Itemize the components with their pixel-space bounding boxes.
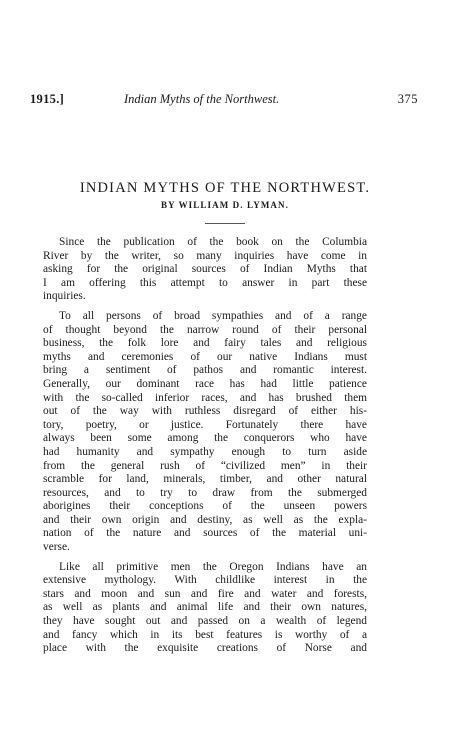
text-line: they have sought out and passed on a wealth of legend (43, 615, 367, 628)
text-line: bring a sentiment of pathos and romantic interest. (43, 364, 367, 377)
text-line: River by the writer, so many inquiries have come in (43, 249, 367, 262)
text-line: scramble for land, minerals, timber, and other natural (43, 473, 367, 486)
text-line: Like all primitive men the Oregon Indians have an (59, 560, 367, 573)
text-line: Since the publication of the book on the Columbia (59, 236, 367, 248)
text-line: from the general rush of “civilized men” in their (43, 459, 367, 472)
article-title: INDIAN MYTHS OF THE NORTHWEST. (79, 180, 371, 196)
text-line: Generally, our dominant race has had little patience (43, 377, 367, 390)
header-running-title: Indian Myths of the Northwest. (124, 92, 280, 106)
text-line: inquiries. (43, 290, 86, 303)
article-body (43, 236, 367, 662)
text-line: myths and ceremonies of our native Indians must (43, 350, 367, 363)
text-line: out of the way with ruthless disregard of either his- (43, 405, 367, 418)
paragraph (43, 236, 367, 304)
text-line: place with the exquisite creations of Norse and (43, 642, 367, 655)
text-line: extensive mythology. With childlike interest in the (43, 574, 367, 587)
paragraph (43, 310, 367, 555)
text-line: and their own origin and destiny, as well as the expla- (43, 513, 367, 526)
page-number: 375 (397, 92, 418, 106)
text-line: with the so-called inferior races, and has brushed them (43, 391, 367, 404)
text-line: had humanity and sympathy enough to turn aside (43, 445, 367, 458)
text-line: asking for the original sources of Indian Myths that (43, 263, 367, 276)
running-header (30, 92, 418, 112)
text-line: tory, poetry, or justice. Fortunately there have (43, 418, 367, 431)
text-line: To all persons of broad sympathies and of a range (59, 309, 367, 322)
article-byline: BY WILLIAM D. LYMAN. (161, 200, 289, 210)
paragraph (43, 561, 367, 656)
text-line: resources, and to try to draw from the submerged (43, 486, 367, 499)
text-line: always been some among the conquerors who have (43, 432, 367, 445)
text-line: business, the folk lore and fairy tales and religious (43, 337, 367, 350)
text-line: and fancy which in its best features is worthy of a (43, 628, 367, 641)
text-line: nation of the nature and sources of the material uni- (43, 527, 367, 540)
text-line: as well as plants and animal life and their own natures, (43, 601, 367, 614)
text-line: stars and moon and sun and fire and water and forests, (43, 587, 367, 600)
header-year: 1915.] (30, 92, 65, 106)
text-line: of thought beyond the narrow round of their personal (43, 323, 367, 336)
text-line: verse. (43, 541, 70, 554)
text-line: I am offering this attempt to answer in part these (43, 276, 367, 289)
text-line: aborigines their conceptions of the unseen powers (43, 500, 367, 513)
title-divider (205, 223, 245, 224)
